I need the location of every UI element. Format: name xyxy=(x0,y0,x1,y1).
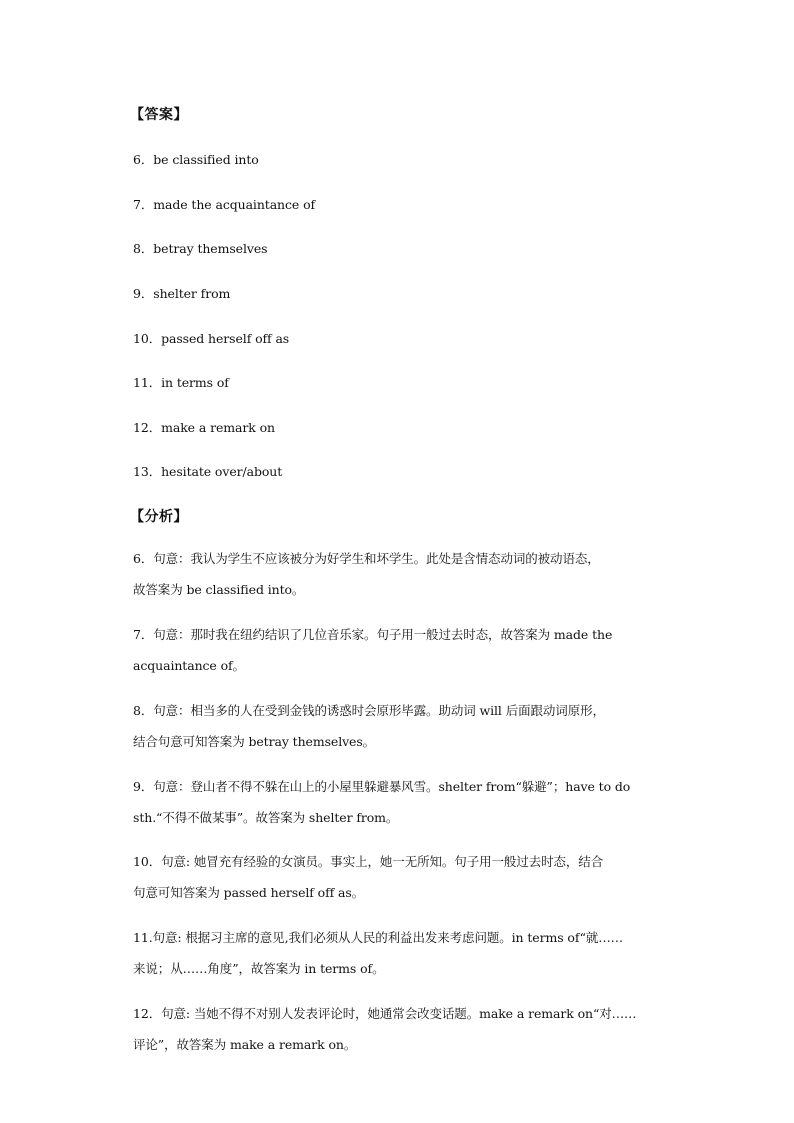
answer-item: 13．hesitate over/about xyxy=(133,464,283,479)
analysis-line: 结合句意可知答案为 betray themselves。 xyxy=(133,734,376,749)
analysis-line: 9．句意：登山者不得不躲在山上的小屋里躲避暴风雪。shelter from“躲避”；have to do xyxy=(133,779,631,794)
analysis-line: 12．句意: 当她不得不对别人发表评论时，她通常会改变话题。make a remark on“对…… xyxy=(133,1006,637,1021)
answer-item: 11．in terms of xyxy=(133,375,229,390)
answer-item: 10．passed herself off as xyxy=(133,331,290,346)
analysis-item xyxy=(133,619,663,681)
analysis-line: acquaintance of。 xyxy=(133,658,245,673)
answers-heading: 【答案】 xyxy=(130,107,188,123)
analysis-line: 句意可知答案为 passed herself off as。 xyxy=(133,885,365,900)
analysis-line: 7．句意：那时我在纽约结识了几位音乐家。句子用一般过去时态，故答案为 made the xyxy=(133,627,613,642)
analysis-item xyxy=(133,998,663,1060)
analysis-heading: 【分析】 xyxy=(130,509,188,525)
answer-item: 8．betray themselves xyxy=(133,241,268,256)
answer-item: 9．shelter from xyxy=(133,286,231,301)
answer-item: 7．made the acquaintance of xyxy=(133,197,316,212)
analysis-item xyxy=(133,543,663,605)
analysis-line: 11.句意: 根据习主席的意见,我们必须从人民的利益出发来考虑问题。in terms of“就…… xyxy=(133,930,624,945)
analysis-item xyxy=(133,695,663,757)
analysis-line: 10．句意: 她冒充有经验的女演员。事实上，她一无所知。句子用一般过去时态，结合 xyxy=(133,854,604,869)
analysis-line: sth.“不得不做某事”。故答案为 shelter from。 xyxy=(133,810,399,825)
answer-item: 6．be classified into xyxy=(133,152,259,167)
analysis-item xyxy=(133,846,663,908)
answer-item: 12．make a remark on xyxy=(133,420,275,435)
analysis-item xyxy=(133,771,663,833)
analysis-line: 评论”，故答案为 make a remark on。 xyxy=(133,1037,357,1052)
analysis-line: 来说；从……角度”，故答案为 in terms of。 xyxy=(133,961,385,976)
analysis-line: 6．句意：我认为学生不应该被分为好学生和坏学生。此处是含情态动词的被动语态， xyxy=(133,551,600,566)
analysis-line: 故答案为 be classified into。 xyxy=(133,582,305,597)
analysis-line: 8．句意：相当多的人在受到金钱的诱惑时会原形毕露。助动词 will 后面跟动词原形， xyxy=(133,703,605,718)
analysis-item xyxy=(133,922,663,984)
